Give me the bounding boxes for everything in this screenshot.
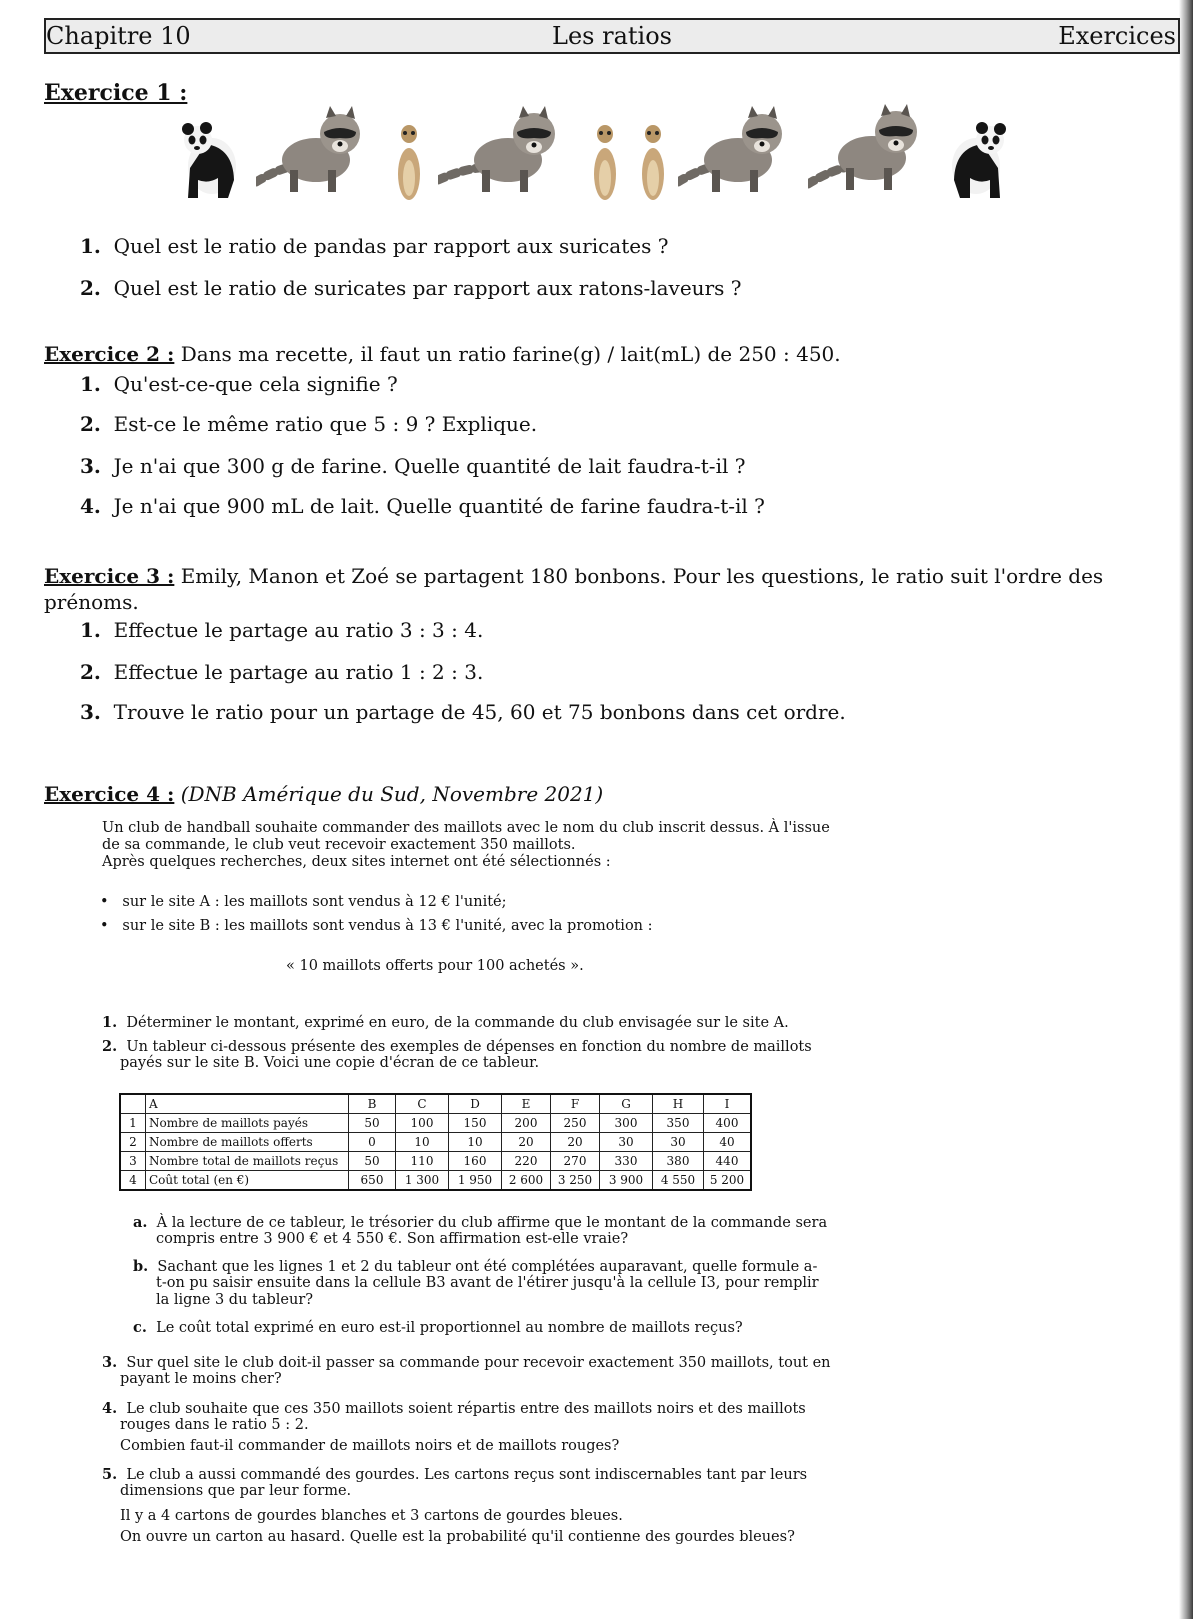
- ex2-question-3: 3. Je n'ai que 300 g de farine. Quelle quantité de lait faudra-t-il ?: [80, 454, 746, 478]
- ex4-subquestion-b-text: Sachant que les lignes 1 et 2 du tableur ont été complétées auparavant, quelle formule a-: [157, 1259, 818, 1275]
- ex1-question-2-text: Quel est le ratio de suricates par rapport aux ratons-laveurs ?: [113, 276, 742, 300]
- raccoon-illustration: [808, 104, 928, 194]
- exercise-3-title: Exercice 3 :: [44, 564, 175, 588]
- table-cell: 5 200: [704, 1171, 752, 1191]
- ex4-subquestion-b-continued: la ligne 3 du tableur?: [156, 1292, 314, 1308]
- table-cell: 3 900: [600, 1171, 653, 1191]
- table-cell: 1 950: [449, 1171, 502, 1191]
- ex3-question-3-text: Trouve le ratio pour un partage de 45, 60 et 75 bonbons dans cet ordre.: [113, 700, 846, 724]
- ex3-question-2-text: Effectue le partage au ratio 1 : 2 : 3.: [113, 660, 484, 684]
- table-cell: 350: [653, 1114, 704, 1133]
- ex3-question-3: 3. Trouve le ratio pour un partage de 45, 60 et 75 bonbons dans cet ordre.: [80, 700, 846, 724]
- row-number: 3: [120, 1152, 146, 1171]
- ex4-subquestion-b-continued: t-on pu saisir ensuite dans la cellule B3 avant de l'étirer jusqu'à la cellule I3, pour remplir: [156, 1275, 819, 1291]
- row-label: Coût total (en €): [146, 1171, 349, 1191]
- ex4-question-4-continued: Combien faut-il commander de maillots noirs et de maillots rouges?: [120, 1438, 620, 1454]
- ex4-promotion: « 10 maillots offerts pour 100 achetés ».: [286, 958, 584, 974]
- ex2-question-4-text: Je n'ai que 900 mL de lait. Quelle quantité de farine faudra-t-il ?: [113, 494, 765, 518]
- table-row: [120, 1114, 751, 1133]
- row-label: Nombre de maillots payés: [146, 1114, 349, 1133]
- table-cell: 50: [349, 1152, 396, 1171]
- exercise-2-intro: Dans ma recette, il faut un ratio farine(g) / lait(mL) de 250 : 450.: [174, 342, 841, 366]
- ex4-question-5-continued: Il y a 4 cartons de gourdes blanches et 3 cartons de gourdes bleues.: [120, 1508, 623, 1524]
- table-cell: 250: [551, 1114, 600, 1133]
- ex4-question-5-text: Le club a aussi commandé des gourdes. Les cartons reçus sont indiscernables tant par leurs: [126, 1467, 808, 1483]
- column-header: D: [449, 1094, 502, 1114]
- meerkat-illustration: [394, 122, 424, 202]
- ex4-bullet-site-b-text: sur le site B : les maillots sont vendus à 13 € l'unité, avec la promotion :: [122, 918, 653, 934]
- row-number: 2: [120, 1133, 146, 1152]
- table-cell: 650: [349, 1171, 396, 1191]
- table-cell: 4 550: [653, 1171, 704, 1191]
- table-cell: 400: [704, 1114, 752, 1133]
- exercise-4-title: Exercice 4 :: [44, 782, 175, 806]
- raccoon-illustration: [256, 104, 371, 194]
- ex2-question-1: 1. Qu'est-ce-que cela signifie ?: [80, 372, 398, 396]
- ex4-question-3-text: Sur quel site le club doit-il passer sa commande pour recevoir exactement 350 maillots, tout en: [126, 1355, 831, 1371]
- ex4-question-3-continued: payant le moins cher?: [120, 1371, 282, 1387]
- table-cell: 110: [396, 1152, 449, 1171]
- table-cell: 380: [653, 1152, 704, 1171]
- ex1-question-1: 1. Quel est le ratio de pandas par rapport aux suricates ?: [80, 234, 669, 258]
- ex4-question-4-text: Le club souhaite que ces 350 maillots soient répartis entre des maillots noirs et des maillots: [126, 1401, 806, 1417]
- ex4-paragraph-line: Après quelques recherches, deux sites internet ont été sélectionnés :: [102, 854, 611, 870]
- table-cell: 0: [349, 1133, 396, 1152]
- table-cell: 30: [600, 1133, 653, 1152]
- ex2-question-1-text: Qu'est-ce-que cela signifie ?: [113, 372, 398, 396]
- spreadsheet-header-row: [120, 1094, 751, 1114]
- table-cell: 270: [551, 1152, 600, 1171]
- exercise-3-intro: Emily, Manon et Zoé se partagent 180 bonbons. Pour les questions, le ratio suit l'ordre des: [174, 564, 1104, 588]
- column-header: H: [653, 1094, 704, 1114]
- spreadsheet-corner-cell: [120, 1094, 146, 1114]
- table-cell: 100: [396, 1114, 449, 1133]
- row-label: Nombre total de maillots reçus: [146, 1152, 349, 1171]
- ex4-paragraph-line: de sa commande, le club veut recevoir exactement 350 maillots.: [102, 837, 576, 853]
- ex4-question-3: 3. Sur quel site le club doit-il passer sa commande pour recevoir exactement 350 maillots, tout en: [102, 1354, 831, 1371]
- ex2-question-4: 4. Je n'ai que 900 mL de lait. Quelle quantité de farine faudra-t-il ?: [80, 494, 765, 518]
- ex1-question-1-text: Quel est le ratio de pandas par rapport aux suricates ?: [113, 234, 669, 258]
- table-cell: 10: [396, 1133, 449, 1152]
- row-label: Nombre de maillots offerts: [146, 1133, 349, 1152]
- ex4-question-1: 1. Déterminer le montant, exprimé en euro, de la commande du club envisagée sur le site A.: [102, 1014, 789, 1031]
- table-row: [120, 1152, 751, 1171]
- panda-illustration: [178, 118, 238, 200]
- ex4-question-5: 5. Le club a aussi commandé des gourdes. Les cartons reçus sont indiscernables tant par leurs: [102, 1466, 808, 1483]
- ex4-question-4: 4. Le club souhaite que ces 350 maillots soient répartis entre des maillots noirs et des maillots: [102, 1400, 806, 1417]
- table-cell: 200: [502, 1114, 551, 1133]
- exercise-3-heading: [44, 564, 1103, 588]
- table-cell: 1 300: [396, 1171, 449, 1191]
- table-cell: 10: [449, 1133, 502, 1152]
- ex4-question-2-text: Un tableur ci-dessous présente des exemples de dépenses en fonction du nombre de maillots: [126, 1039, 812, 1055]
- table-cell: 30: [653, 1133, 704, 1152]
- table-cell: 40: [704, 1133, 752, 1152]
- ex4-subquestion-c: c. Le coût total exprimé en euro est-il proportionnel au nombre de maillots reçus?: [133, 1319, 743, 1336]
- ex4-bullet-site-a-text: sur le site A : les maillots sont vendus à 12 € l'unité;: [122, 894, 507, 910]
- ex4-question-1-text: Déterminer le montant, exprimé en euro, de la commande du club envisagée sur le site A.: [126, 1015, 789, 1031]
- exercise-3-intro-continued: prénoms.: [44, 590, 139, 614]
- raccoon-illustration: [438, 104, 563, 194]
- column-header: I: [704, 1094, 752, 1114]
- exercise-2-title: Exercice 2 :: [44, 342, 175, 366]
- chapter-number: Chapitre 10: [46, 22, 191, 50]
- spreadsheet-table: [119, 1093, 752, 1191]
- ex4-question-4-continued: rouges dans le ratio 5 : 2.: [120, 1417, 309, 1433]
- ex3-question-1-text: Effectue le partage au ratio 3 : 3 : 4.: [113, 618, 484, 642]
- ex4-subquestion-c-text: Le coût total exprimé en euro est-il proportionnel au nombre de maillots reçus?: [156, 1320, 743, 1336]
- row-number: 1: [120, 1114, 146, 1133]
- panda-illustration: [950, 118, 1010, 200]
- table-row: [120, 1133, 751, 1152]
- chapter-section: Exercices: [1058, 22, 1176, 50]
- column-header: C: [396, 1094, 449, 1114]
- chapter-title: Les ratios: [552, 22, 672, 50]
- animal-illustrations: [170, 104, 1050, 204]
- ex2-question-2-text: Est-ce le même ratio que 5 : 9 ? Explique.: [113, 412, 538, 436]
- ex4-question-2-continued: payés sur le site B. Voici une copie d'écran de ce tableur.: [120, 1055, 540, 1071]
- table-cell: 440: [704, 1152, 752, 1171]
- raccoon-illustration: [678, 104, 793, 194]
- ex2-question-2: 2. Est-ce le même ratio que 5 : 9 ? Explique.: [80, 412, 538, 436]
- meerkat-illustration: [590, 122, 620, 202]
- table-cell: 20: [551, 1133, 600, 1152]
- ex2-question-3-text: Je n'ai que 300 g de farine. Quelle quantité de lait faudra-t-il ?: [113, 454, 746, 478]
- row-number: 4: [120, 1171, 146, 1191]
- table-cell: 300: [600, 1114, 653, 1133]
- ex4-bullet-site-a: [100, 894, 507, 911]
- ex4-subquestion-a-text: À la lecture de ce tableur, le trésorier du club affirme que le montant de la commande sera: [156, 1215, 828, 1231]
- exercise-4-heading: [44, 782, 603, 806]
- bullet-icon: •: [100, 918, 109, 934]
- table-cell: 20: [502, 1133, 551, 1152]
- meerkat-illustration: [638, 122, 668, 202]
- ex3-question-1: 1. Effectue le partage au ratio 3 : 3 : 4.: [80, 618, 484, 642]
- exercise-4-source: (DNB Amérique du Sud, Novembre 2021): [174, 782, 604, 806]
- table-cell: 150: [449, 1114, 502, 1133]
- ex4-subquestion-a: a. À la lecture de ce tableur, le trésorier du club affirme que le montant de la commande sera: [133, 1214, 828, 1231]
- table-cell: 330: [600, 1152, 653, 1171]
- exercise-2-heading: [44, 342, 841, 366]
- ex4-paragraph-line: Un club de handball souhaite commander des maillots avec le nom du club inscrit dessus. À l'issue: [102, 820, 830, 836]
- table-cell: 50: [349, 1114, 396, 1133]
- ex4-subquestion-b: b. Sachant que les lignes 1 et 2 du tableur ont été complétées auparavant, quelle formule a-: [133, 1258, 818, 1275]
- table-row: [120, 1171, 751, 1191]
- ex4-subquestion-a-continued: compris entre 3 900 € et 4 550 €. Son affirmation est-elle vraie?: [156, 1231, 629, 1247]
- ex4-question-5-continued: dimensions que par leur forme.: [120, 1483, 352, 1499]
- ex3-question-2: 2. Effectue le partage au ratio 1 : 2 : 3.: [80, 660, 484, 684]
- column-header: E: [502, 1094, 551, 1114]
- column-header: A: [146, 1094, 349, 1114]
- ex4-question-2: 2. Un tableur ci-dessous présente des exemples de dépenses en fonction du nombre de maillots: [102, 1038, 812, 1055]
- ex4-question-5-continued: On ouvre un carton au hasard. Quelle est la probabilité qu'il contienne des gourdes bleues?: [120, 1529, 795, 1545]
- ex1-question-2: 2. Quel est le ratio de suricates par rapport aux ratons-laveurs ?: [80, 276, 742, 300]
- chapter-header: [44, 18, 1180, 54]
- table-cell: 2 600: [502, 1171, 551, 1191]
- column-header: G: [600, 1094, 653, 1114]
- table-cell: 160: [449, 1152, 502, 1171]
- page-edge-shadow: [1179, 0, 1193, 1619]
- exercise-1-title: Exercice 1 :: [44, 80, 188, 106]
- ex4-bullet-site-b: [100, 918, 653, 935]
- table-cell: 220: [502, 1152, 551, 1171]
- column-header: B: [349, 1094, 396, 1114]
- bullet-icon: •: [100, 894, 109, 910]
- column-header: F: [551, 1094, 600, 1114]
- table-cell: 3 250: [551, 1171, 600, 1191]
